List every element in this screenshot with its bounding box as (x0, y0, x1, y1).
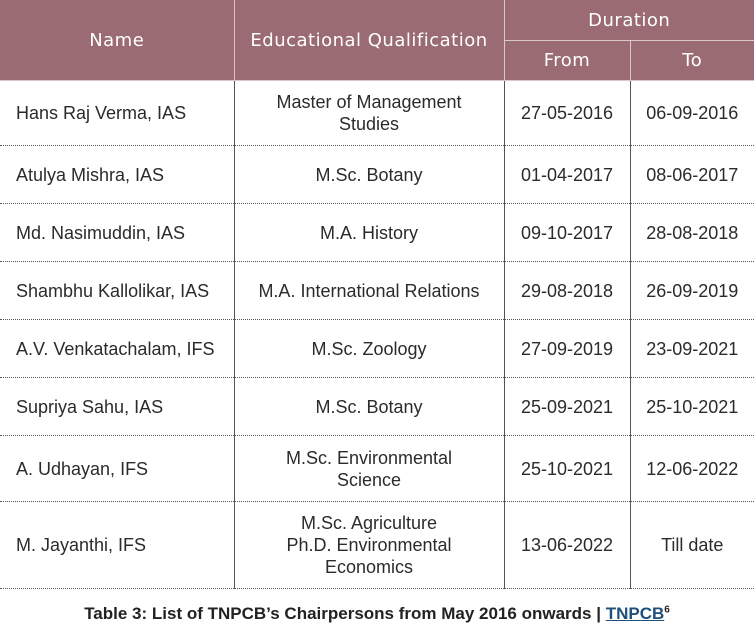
cell-name: Atulya Mishra, IAS (0, 146, 234, 204)
cell-from: 29-08-2018 (504, 262, 630, 320)
cell-from: 09-10-2017 (504, 204, 630, 262)
header-to: To (630, 41, 754, 81)
education-line: M.Sc. Botany (315, 396, 423, 417)
cell-education (234, 320, 504, 378)
cell-to: 23-09-2021 (630, 320, 754, 378)
cell-from: 27-05-2016 (504, 81, 630, 146)
table-row (0, 81, 754, 146)
education-line: M.Sc. Environmental (285, 447, 453, 468)
cell-to: 08-06-2017 (630, 146, 754, 204)
education-line: Ph.D. Environmental (286, 535, 452, 555)
cell-name: Shambhu Kallolikar, IAS (0, 262, 234, 320)
header-education: Educational Qualification (234, 0, 504, 81)
cell-name: A.V. Venkatachalam, IFS (0, 320, 234, 378)
education-line: M.Sc. Botany (315, 164, 423, 185)
table-row (0, 204, 754, 262)
cell-education (234, 204, 504, 262)
table-row (0, 262, 754, 320)
table-row (0, 146, 754, 204)
cell-education (234, 81, 504, 146)
education-line: Studies (338, 114, 400, 134)
cell-name: M. Jayanthi, IFS (0, 502, 234, 589)
education-line: Master of Management (276, 92, 462, 112)
cell-to: 06-09-2016 (630, 81, 754, 146)
cell-from: 27-09-2019 (504, 320, 630, 378)
cell-from: 13-06-2022 (504, 502, 630, 589)
cell-to: 26-09-2019 (630, 262, 754, 320)
cell-education (234, 436, 504, 502)
education-line: M.Sc. Agriculture (300, 513, 438, 533)
cell-to: 12-06-2022 (630, 436, 754, 502)
table-row (0, 436, 754, 502)
cell-to: 28-08-2018 (630, 204, 754, 262)
header-from: From (504, 41, 630, 81)
cell-from: 25-09-2021 (504, 378, 630, 436)
education-line: M.A. International Relations (258, 280, 480, 301)
education-line: M.Sc. Zoology (311, 338, 427, 359)
education-line: M.A. History (319, 222, 418, 243)
cell-name: Md. Nasimuddin, IAS (0, 204, 234, 262)
cell-education (234, 146, 504, 204)
table-row (0, 502, 754, 589)
cell-to: Till date (630, 502, 754, 589)
caption-text: Table 3: List of TNPCB’s Chairpersons from May 2016 onwards | (84, 604, 606, 623)
cell-education (234, 262, 504, 320)
table-caption (0, 604, 754, 624)
cell-name: Hans Raj Verma, IAS (0, 81, 234, 146)
cell-from: 25-10-2021 (504, 436, 630, 502)
cell-to: 25-10-2021 (630, 378, 754, 436)
education-line: Science (336, 469, 402, 490)
header-duration: Duration (504, 0, 754, 41)
header-name: Name (0, 0, 234, 81)
cell-education (234, 502, 504, 589)
cell-name: A. Udhayan, IFS (0, 436, 234, 502)
education-line: Economics (324, 557, 414, 577)
table-row (0, 378, 754, 436)
cell-education (234, 378, 504, 436)
cell-name: Supriya Sahu, IAS (0, 378, 234, 436)
footnote-marker: 6 (664, 604, 670, 616)
source-link[interactable]: TNPCB (605, 604, 665, 623)
table-row (0, 320, 754, 378)
cell-from: 01-04-2017 (504, 146, 630, 204)
